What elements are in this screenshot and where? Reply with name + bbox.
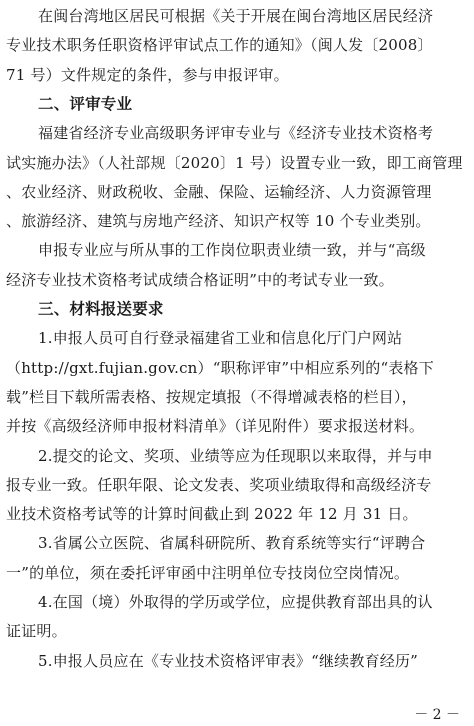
section-heading: 三、材料报送要求 <box>38 300 164 318</box>
paragraph-line: 1.申报人员可自行登录福建省工业和信息化厅门户网站 <box>38 329 403 347</box>
paragraph-line: 71 号）文件规定的条件，参与申报评审。 <box>6 66 289 84</box>
paragraph-line: 福建省经济专业高级职务评审专业与《经济专业技术资格考 <box>38 124 434 142</box>
paragraph-line: 3.省属公立医院、省属科研院所、教育系统等实行“评聘合 <box>38 534 426 552</box>
paragraph-line: 、农业经济、财政税收、金融、保险、运输经济、人力资源管理 <box>6 183 432 201</box>
paragraph-line: 一”的单位，须在委托评审函中注明单位专技岗位空岗情况。 <box>6 564 410 582</box>
page-number: － 2 － <box>414 707 460 723</box>
paragraph-line: 在闽台湾地区居民可根据《关于开展在闽台湾地区居民经济 <box>38 7 434 25</box>
paragraph-line: 经济专业技术资格考试成绩合格证明”中的考试专业一致。 <box>6 271 394 289</box>
paragraph-line: 并按《高级经济师申报材料清单》（详见附件）要求报送材料。 <box>6 417 425 435</box>
paragraph-line: 报专业一致。任职年限、论文发表、奖项业绩取得和高级经济专 <box>6 476 432 494</box>
paragraph-line: 试实施办法》（人社部规〔2020〕1 号）设置专业一致，即工商管理 <box>6 154 463 172</box>
paragraph-line: 业技术资格考试等的计算时间截止到 2022 年 12 月 31 日。 <box>6 505 418 523</box>
paragraph-line: 证证明。 <box>6 622 67 640</box>
paragraph-line: 专业技术职务任职资格评审试点工作的通知》（闽人发〔2008〕 <box>6 36 433 54</box>
paragraph-line: 5.申报人员应在《专业技术资格评审表》“继续教育经历” <box>38 652 419 670</box>
paragraph-line: 、旅游经济、建筑与房地产经济、知识产权等 10 个专业类别。 <box>6 212 431 230</box>
paragraph-line: 申报专业应与所从事的工作岗位职责业绩一致，并与“高级 <box>38 241 426 259</box>
paragraph-line: 4.在国（境）外取得的学历或学位，应提供教育部出具的认 <box>38 593 433 611</box>
paragraph-line: （http://gxt.fujian.gov.cn）“职称评审”中相应系列的“表格下 <box>6 359 434 377</box>
paragraph-line: 2.提交的论文、奖项、业绩等应为任现职以来取得，并与申 <box>38 447 433 465</box>
paragraph-line: 载”栏目下载所需表格、按规定填报（不得增减表格的栏目）， <box>6 388 417 406</box>
section-heading: 二、评审专业 <box>38 95 133 113</box>
